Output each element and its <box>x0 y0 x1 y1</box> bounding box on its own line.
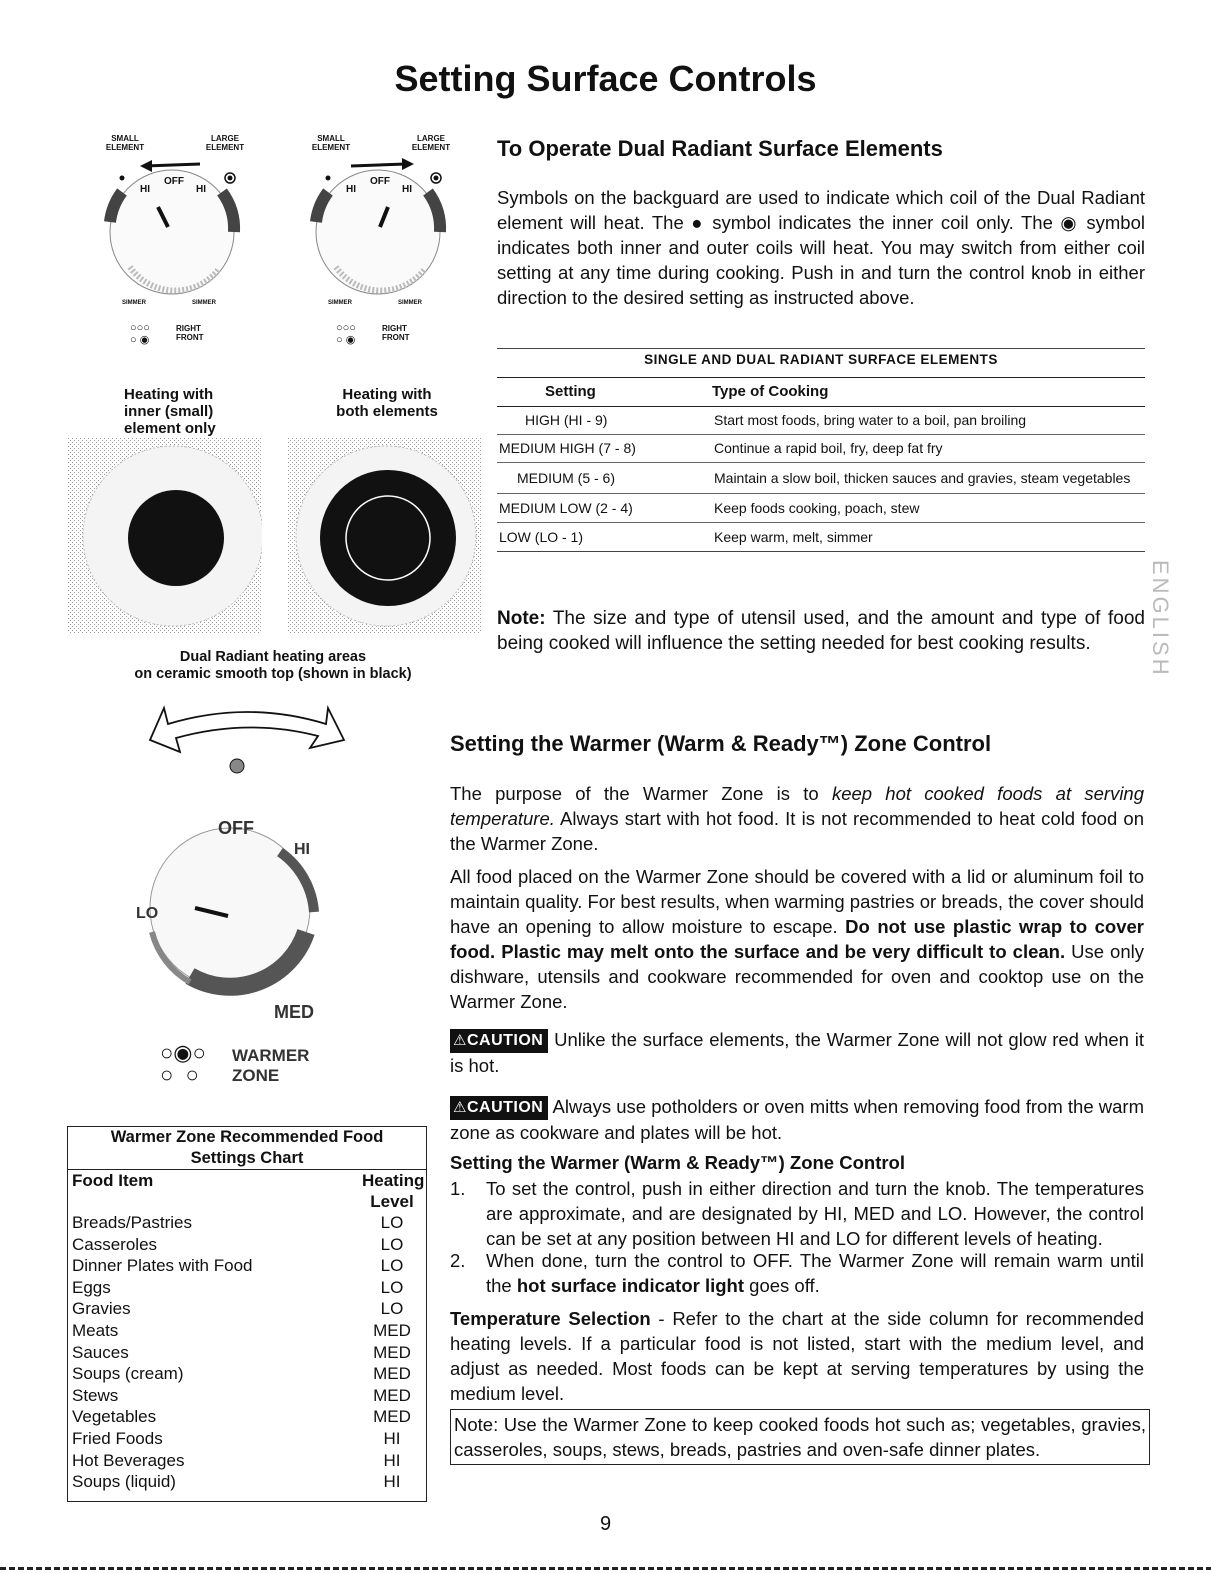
knob-dial-icon <box>306 152 466 322</box>
table-header-row <box>497 378 1145 407</box>
caption-dual-areas: Dual Radiant heating areas on ceramic smooth top (shown in black) <box>134 649 412 682</box>
caution-badge: ⚠CAUTION <box>450 1096 548 1120</box>
large-element-label: LARGE ELEMENT <box>411 134 451 152</box>
caution-glow: ⚠CAUTION Unlike the surface elements, the Warmer Zone will not glow red when it is hot. <box>450 1029 1144 1076</box>
warmer-knob-icon <box>130 812 360 1022</box>
food-item: Soups (cream) <box>72 1364 184 1384</box>
heating-level: HI <box>383 1428 401 1448</box>
table-row <box>68 1234 426 1256</box>
table-row <box>68 1277 426 1299</box>
warmer-chart <box>67 1126 427 1502</box>
table-row: MEDIUM (5 - 6) Maintain a slow boil, thicken sauces and gravies, steam vegetables <box>497 463 1145 494</box>
simmer-label: SIMMER <box>192 300 216 306</box>
warmer-chart-header: Food Item Heating Level <box>72 1171 425 1211</box>
food-item: Hot Beverages <box>72 1450 185 1470</box>
side-tab-english: ENGLISH <box>1148 560 1173 678</box>
heating-level: MED <box>373 1364 411 1384</box>
heating-level: MED <box>373 1320 411 1340</box>
warmer-sub-title: Setting the Warmer (Warm & Ready™) Zone Control <box>450 1152 905 1173</box>
heating-level: LO <box>380 1234 404 1254</box>
large-element-label: LARGE ELEMENT <box>205 134 245 152</box>
warmer-chart-rows <box>68 1212 426 1493</box>
food-item: Stews <box>72 1385 119 1405</box>
simmer-label: SIMMER <box>328 300 352 306</box>
warmer-chart-title: Warmer Zone Recommended Food Settings Chart <box>68 1127 426 1170</box>
caution-potholders: ⚠CAUTION Always use potholders or oven mitts when removing food from the warm zone as cookware and plates will be hot. <box>450 1096 1144 1143</box>
dual-description: Symbols on the backguard are used to indicate which coil of the Dual Radiant element will heat. The ● symbol indicates the inner coil only. The ◉ symbol indicates both inner and outer coils will heat. You may switch from either coil setting at any time during cooking. Push in and turn the control knob in either direction to the desired setting as instructed above. <box>497 187 1145 308</box>
small-element-label: SMALL ELEMENT <box>311 134 351 152</box>
header-type: Type of Cooking <box>712 383 829 400</box>
heating-level: MED <box>373 1407 411 1427</box>
simmer-label: SIMMER <box>122 300 146 306</box>
page-title: Setting Surface Controls <box>394 58 817 99</box>
table-row: MEDIUM HIGH (7 - 8) Continue a rapid boil, fry, deep fat fry <box>497 435 1145 463</box>
burner-indicator-icon: ○○○ ○ ◉ <box>336 322 356 346</box>
right-front-label: RIGHT FRONT <box>382 324 410 342</box>
small-element-label: SMALL ELEMENT <box>105 134 145 152</box>
warmer-cover-food: All food placed on the Warmer Zone should be covered with a lid or aluminum foil to maintain quality. For best results, when warming pastries or breads, the cover should have an opening to allow moisture to escape. Do not use plastic wrap to cover food. Plastic may melt onto the surface and be very difficult to clean. Use only dishware, utensils and cookware recommended for oven and cooktop use on the Warmer Zone. <box>450 866 1144 1012</box>
caption-inner-only: Heating with inner (small) element only <box>124 386 216 437</box>
lo-label: LO <box>136 905 159 922</box>
table-row <box>68 1450 426 1472</box>
temperature-selection: Temperature Selection - Refer to the chart at the side column for recommended heating levels. If a particular food is not listed, start with the medium level, and adjust as needed. Most foods can be kept at serving temperatures by using the medium level. <box>450 1308 1144 1404</box>
page-number: 9 <box>599 1513 612 1535</box>
food-item: Gravies <box>72 1299 131 1319</box>
both-elements-heating-icon <box>288 438 482 634</box>
hi-label: HI <box>402 184 412 195</box>
warning-icon: ⚠ <box>453 1099 467 1116</box>
table-row <box>68 1471 426 1493</box>
knob-diagram-both <box>306 132 466 347</box>
table-row: LOW (LO - 1) Keep warm, melt, simmer <box>497 523 1145 552</box>
food-item: Casseroles <box>72 1234 158 1254</box>
food-item: Soups (liquid) <box>72 1472 176 1492</box>
warning-icon: ⚠ <box>453 1032 467 1049</box>
heating-level: LO <box>380 1299 404 1319</box>
table-row <box>68 1255 426 1277</box>
table-row: HIGH (HI - 9) Start most foods, bring water to a boil, pan broiling <box>497 407 1145 435</box>
warmer-step-2: 2. When done, turn the control to OFF. The Warmer Zone will remain warm until the hot surface indicator light goes off. <box>450 1250 1144 1296</box>
food-item: Eggs <box>72 1277 111 1297</box>
food-item: Vegetables <box>72 1407 157 1427</box>
warmer-section-title: Setting the Warmer (Warm & Ready™) Zone Control <box>450 731 992 756</box>
heating-level: LO <box>380 1256 404 1276</box>
header-setting: Setting <box>545 383 596 400</box>
dual-section-title: To Operate Dual Radiant Surface Elements <box>497 136 943 161</box>
note-cooking-results: Note: The size and type of utensil used, and the amount and type of food being cooked will influence the setting needed for best cooking results. <box>497 608 1145 654</box>
warmer-note-box: Note: Use the Warmer Zone to keep cooked foods hot such as; vegetables, gravies, casseroles, soups, stews, breads, pastries and oven-safe dinner plates. <box>450 1409 1150 1465</box>
heating-level: MED <box>373 1385 411 1405</box>
simmer-label: SIMMER <box>398 300 422 306</box>
table-row <box>68 1212 426 1234</box>
table-row <box>68 1385 426 1407</box>
settings-table <box>497 348 1145 552</box>
food-item: Meats <box>72 1320 119 1340</box>
food-item: Dinner Plates with Food <box>72 1256 253 1276</box>
food-item: Sauces <box>72 1342 129 1362</box>
table-row <box>68 1363 426 1385</box>
warmer-indicator-icon: ○◉○ ○ ○ <box>160 1040 206 1087</box>
med-label: MED <box>274 1002 314 1022</box>
table-row <box>68 1428 426 1450</box>
heating-level: HI <box>383 1472 401 1492</box>
food-item: Fried Foods <box>72 1428 163 1448</box>
heating-level: HI <box>383 1450 401 1470</box>
off-label: OFF <box>218 818 254 838</box>
knob-dial-icon <box>100 152 260 322</box>
table-row <box>68 1342 426 1364</box>
table-row: MEDIUM LOW (2 - 4) Keep foods cooking, poach, stew <box>497 494 1145 523</box>
hi-label: HI <box>140 184 150 195</box>
burner-indicator-icon: ○○○ ○ ◉ <box>130 322 150 346</box>
warmer-purpose: The purpose of the Warmer Zone is to keep hot cooked foods at serving temperature. Always start with hot food. It is not recommended to heat cold food on the Warmer Zone. <box>450 783 1145 854</box>
off-label: OFF <box>370 176 390 187</box>
heating-level: LO <box>380 1277 404 1297</box>
inner-element-heating-icon <box>68 438 262 634</box>
caution-badge: ⚠CAUTION <box>450 1029 548 1053</box>
heating-level: LO <box>380 1213 404 1232</box>
bottom-rule <box>0 1567 1211 1570</box>
right-front-label: RIGHT FRONT <box>176 324 204 342</box>
hi-label: HI <box>346 184 356 195</box>
table-row <box>68 1320 426 1342</box>
heating-level: MED <box>373 1342 411 1362</box>
settings-table-caption: SINGLE AND DUAL RADIANT SURFACE ELEMENTS <box>497 348 1145 378</box>
warmer-step-1: 1. To set the control, push in either direction and turn the knob. The temperatures are approximate, and are designated by HI, MED and LO. However, the control can be set at any position between HI and LO for different levels of heating. <box>450 1178 1144 1249</box>
hi-label: HI <box>196 184 206 195</box>
push-turn-arrow-icon <box>140 704 360 778</box>
table-row <box>68 1406 426 1428</box>
food-item: Breads/Pastries <box>72 1213 192 1232</box>
caption-both-elements: Heating with both elements <box>336 386 438 420</box>
knob-diagram-inner <box>100 132 260 347</box>
warmer-zone-label: WARMER ZONE <box>232 1046 310 1085</box>
off-label: OFF <box>164 176 184 187</box>
hi-label: HI <box>294 841 310 858</box>
table-row <box>68 1298 426 1320</box>
